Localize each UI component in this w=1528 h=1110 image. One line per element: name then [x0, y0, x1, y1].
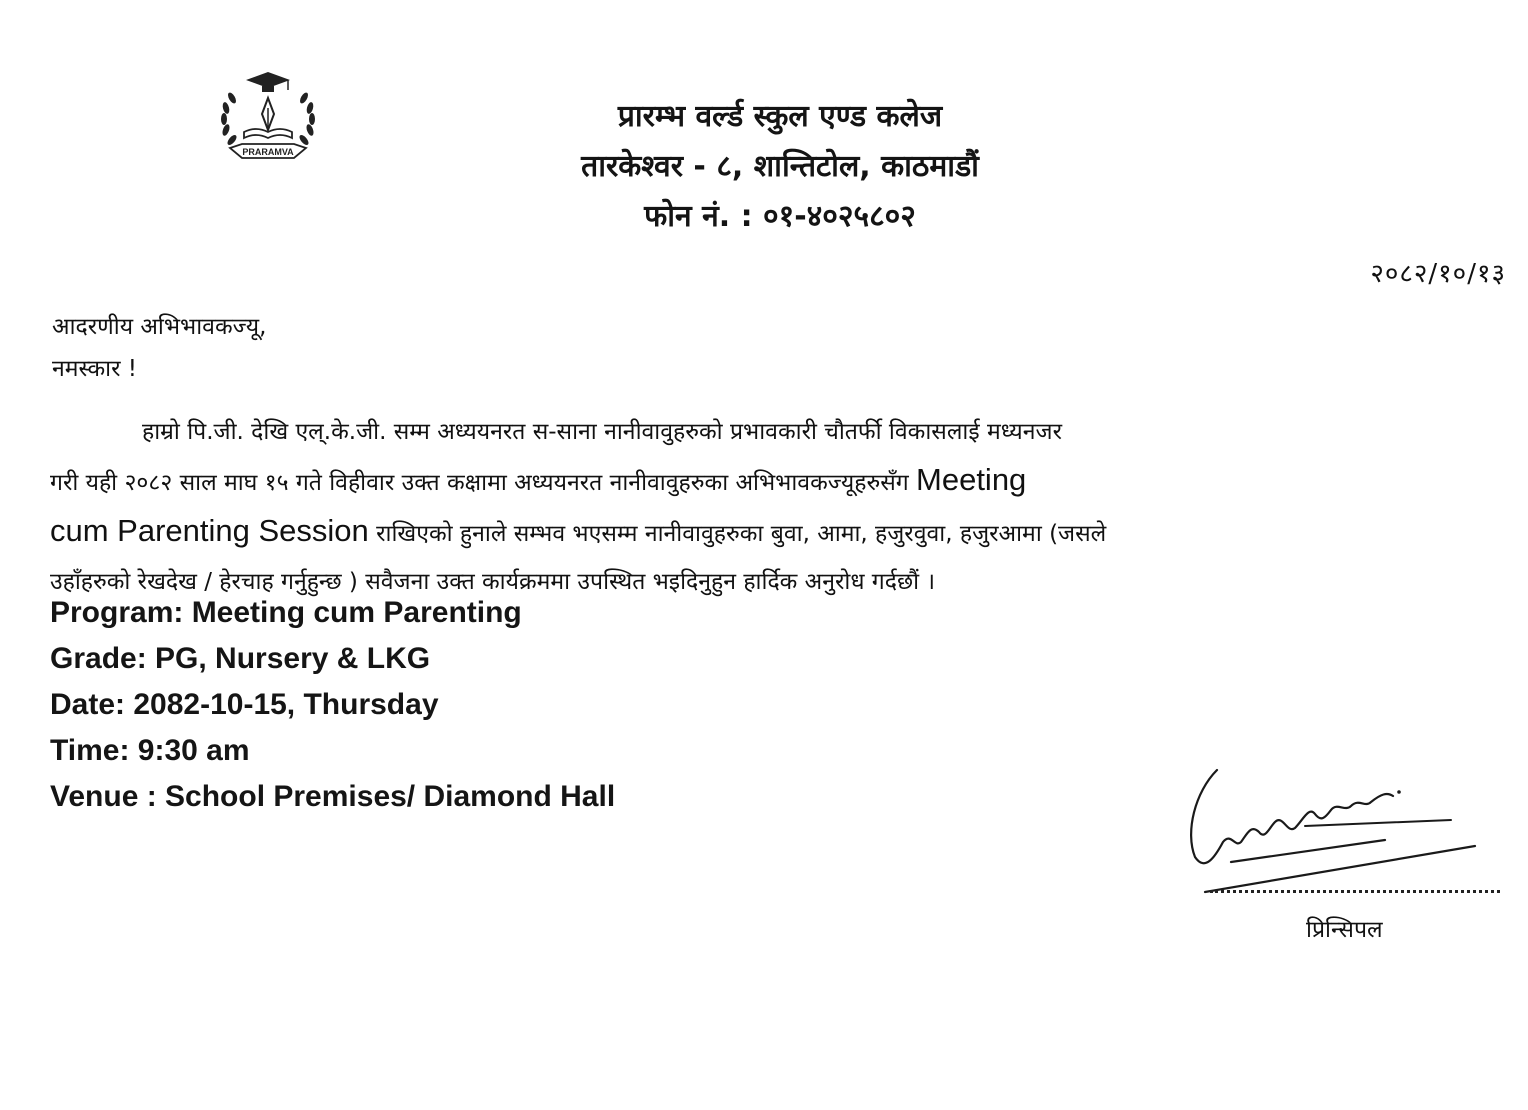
salutation: [52, 306, 266, 390]
letter-body: [50, 408, 1500, 606]
body-line-3: [50, 507, 1500, 558]
program-line: Program: Meeting cum Parenting: [50, 596, 522, 629]
school-phone: फोन नं. : ०१-४०२५८०२: [644, 199, 916, 234]
date-line: Date: 2082-10-15, Thursday: [50, 688, 439, 721]
letterhead: [460, 92, 1100, 242]
body-line-4: उहाँहरुको रेखदेख / हेरचाह गर्नुहुन्छ ) सवैजना उक्त कार्यक्रममा उपस्थित भइदिनुहुन हार्दिक अनुरोध गर्दछौं ।: [50, 569, 936, 595]
body-line-3-english: cum Parenting Session: [50, 513, 369, 548]
program-details: [50, 590, 615, 820]
salutation-line-1: आदरणीय अभिभावकज्यू,: [52, 314, 267, 340]
grade-line: Grade: PG, Nursery & LKG: [50, 642, 431, 675]
body-line-2-english: Meeting: [916, 462, 1027, 497]
principal-title: प्रिन्सिपल: [1306, 917, 1383, 943]
school-name: प्रारम्भ वर्ल्ड स्कुल एण्ड कलेज: [617, 99, 943, 134]
body-line-1: हाम्रो पि.जी. देखि एल्.के.जी. सम्म अध्ययनरत स-साना नानीवावुहरुको प्रभावकारी चौतर्फी विकासलाई मध्यनजर: [142, 419, 1062, 445]
school-logo: [212, 68, 324, 164]
time-line: Time: 9:30 am: [50, 734, 250, 767]
body-line-2-text: गरी यही २०८२ साल माघ १५ गते विहीवार उक्त कक्षामा अध्ययनरत नानीवावुहरुका अभिभावकज्यूहरुसँग: [50, 470, 909, 496]
venue-line: Venue : School Premises/ Diamond Hall: [50, 780, 616, 813]
school-address: तारकेश्वर - ८, शान्तिटोल, काठमाडौं: [581, 149, 979, 184]
letter-date: २०८२/१०/१३: [1370, 259, 1506, 289]
signature-dotted-line: [1210, 890, 1500, 893]
salutation-line-2: नमस्कार !: [52, 356, 138, 382]
body-line-3-text: राखिएको हुनाले सम्भव भएसम्म नानीवावुहरुका बुवा, आमा, हजुरवुवा, हजुरआमा (जसले: [376, 521, 1107, 547]
logo-text: PRARAMVA: [242, 147, 294, 157]
body-line-2: [50, 456, 1500, 507]
